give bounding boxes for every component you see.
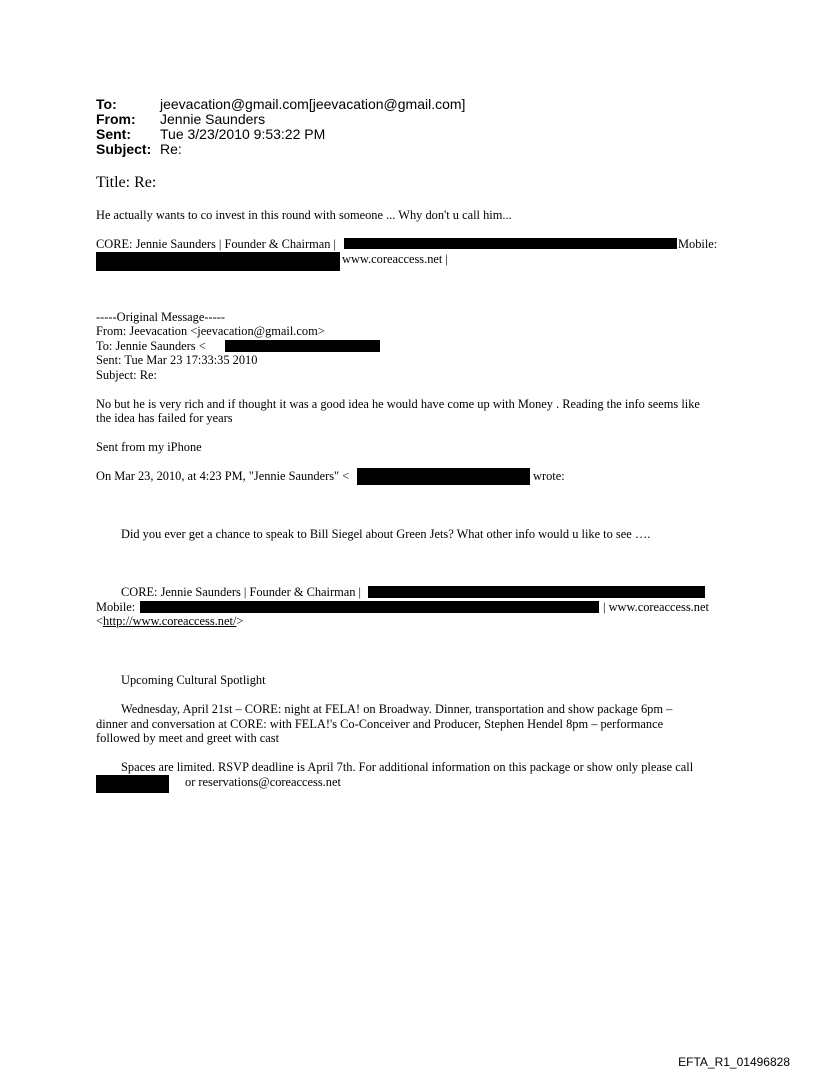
signature-mobile-label: Mobile: <box>678 237 718 251</box>
reply-body: He actually wants to co invest in this round with someone ... Why don't u call him... <box>96 208 512 222</box>
original-body-line: the idea has failed for years <box>96 411 233 425</box>
sent-value: Tue 3/23/2010 9:53:22 PM <box>160 126 326 142</box>
original-body-line: No but he is very rich and if thought it was a good idea he would have come up with Money . Reading the info seems like <box>96 397 700 411</box>
link-open-bracket: < <box>96 614 103 628</box>
sent-from-iphone: Sent from my iPhone <box>96 440 202 454</box>
event-line: Wednesday, April 21st – CORE: night at FELA! on Broadway. Dinner, transportation and show package 6pm – <box>121 702 673 716</box>
quoted-website: | www.coreaccess.net <box>603 600 709 614</box>
from-value: Jennie Saunders <box>160 111 266 127</box>
redaction-bar <box>357 468 530 485</box>
to-value: jeevacation@gmail.com[jeevacation@gmail.com] <box>160 96 466 112</box>
original-separator: -----Original Message----- <box>96 310 226 324</box>
original-sent: Sent: Tue Mar 23 17:33:35 2010 <box>96 353 258 367</box>
event-line: followed by meet and greet with cast <box>96 731 280 745</box>
subject-label: Subject: <box>96 141 152 157</box>
original-subject: Subject: Re: <box>96 368 157 382</box>
spotlight-heading: Upcoming Cultural Spotlight <box>121 673 266 687</box>
redaction-bar <box>368 586 705 598</box>
redaction-bar <box>96 775 169 793</box>
wrote-label: wrote: <box>533 469 565 483</box>
rsvp-line: Spaces are limited. RSVP deadline is April 7th. For additional information on this package or show only please call <box>121 760 694 774</box>
original-from: From: Jeevacation <jeevacation@gmail.com> <box>96 324 325 338</box>
event-line: dinner and conversation at CORE: with FELA!'s Co-Conceiver and Producer, Stephen Hendel 8pm – performance <box>96 717 664 731</box>
redaction-bar <box>225 340 380 352</box>
rsvp-line: or reservations@coreaccess.net <box>185 775 341 789</box>
from-label: From: <box>96 111 136 127</box>
signature-line: CORE: Jennie Saunders | Founder & Chairman | <box>96 237 337 251</box>
quoted-signature-line: CORE: Jennie Saunders | Founder & Chairman | <box>121 585 362 599</box>
document-title: Title: Re: <box>96 174 157 191</box>
to-label: To: <box>96 96 117 112</box>
original-to: To: Jennie Saunders < <box>96 339 206 353</box>
quoted-link-line <box>96 614 243 629</box>
redaction-bar <box>344 238 677 249</box>
subject-value: Re: <box>160 141 182 157</box>
signature-website: www.coreaccess.net | <box>342 252 448 266</box>
link-close-bracket: > <box>236 614 244 628</box>
coreaccess-link[interactable]: http://www.coreaccess.net/ <box>103 614 237 628</box>
quoted-mobile-label: Mobile: <box>96 600 136 614</box>
document-id: EFTA_R1_01496828 <box>678 1055 790 1069</box>
redaction-bar <box>140 601 599 613</box>
redaction-bar <box>96 252 340 271</box>
on-date-wrote: On Mar 23, 2010, at 4:23 PM, "Jennie Saunders" < <box>96 469 350 483</box>
sent-label: Sent: <box>96 126 131 142</box>
quoted-question: Did you ever get a chance to speak to Bill Siegel about Green Jets? What other info would u like to see …. <box>121 527 651 541</box>
